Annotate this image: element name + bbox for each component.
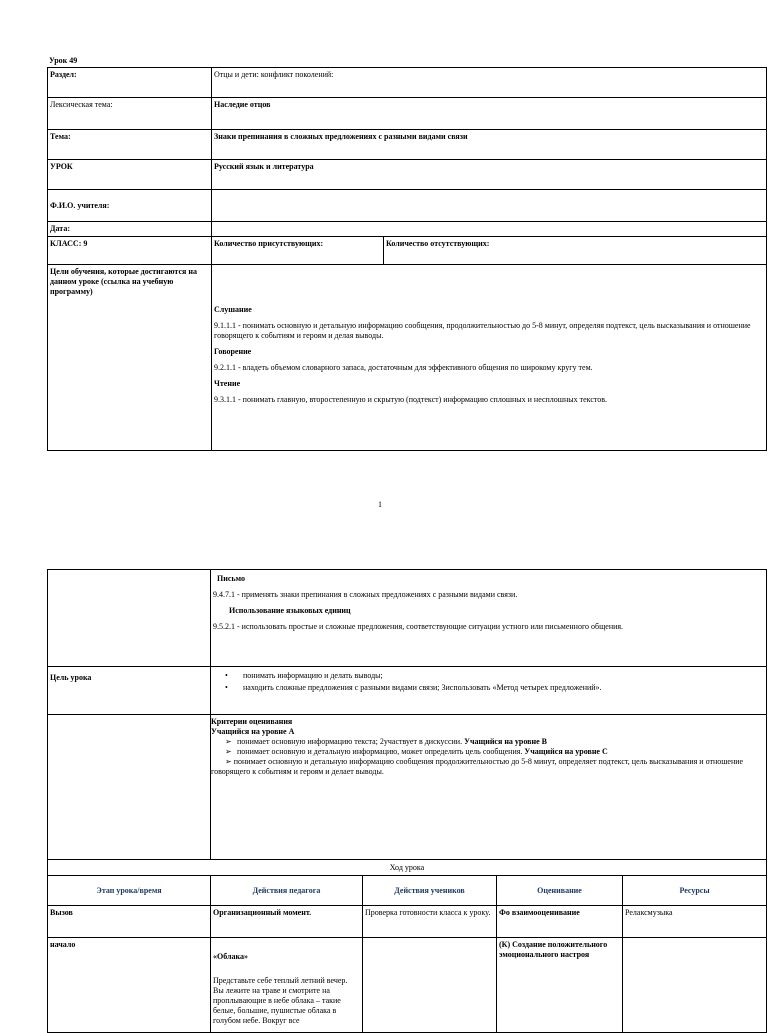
razdel-value: Отцы и дети: конфликт поколений: (212, 68, 767, 98)
criteria-item: ➢ понимает основную информацию текста; 2участвует в дискуссии. Учащийся на уровне В (225, 737, 547, 746)
lex-label: Лексическая тема: (48, 98, 212, 130)
level-a: Учащийся на уровне А (211, 727, 295, 736)
speaking-text: 9.2.1.1 - владеть объемом словарного запаса, достаточным для эффективного общения по широкому кругу тем. (214, 363, 593, 372)
students-cell (363, 938, 497, 1033)
stage-cell: Вызов (48, 906, 211, 938)
row-criteria (48, 715, 767, 860)
teacher-heading: «Облака» (213, 952, 248, 961)
table-row (48, 906, 767, 938)
course-table (47, 875, 767, 1033)
goals-label: Цели обучения, которые достигаются на данном уроке (ссылка на учебную программу) (48, 265, 212, 451)
header-resources: Ресурсы (623, 876, 767, 906)
lesson-info-table (47, 67, 767, 451)
lang-heading: Использование языковых единиц (229, 606, 351, 615)
resources-cell (623, 938, 767, 1033)
page-number: 1 (378, 500, 382, 509)
row-lesson-goal (48, 667, 767, 715)
goals-continued-table (47, 569, 767, 876)
speaking-heading: Говорение (214, 347, 252, 356)
fio-value (212, 190, 767, 222)
header-assessment: Оценивание (497, 876, 623, 906)
urok-value: Русский язык и литература (212, 160, 767, 190)
row-urok (48, 160, 767, 190)
criteria-heading: Критерии оценивания (211, 717, 293, 726)
lesson-number: Урок 49 (49, 56, 78, 65)
row-course-title (48, 860, 767, 876)
criteria-content (211, 715, 767, 860)
teacher-text: Представьте себе теплый летний вечер. Вы лежите на траве и смотрите на проплывающие в небе облака – такие белые, большие, пушистые облака в голубом небе. Вокруг все (213, 976, 348, 1025)
course-title: Ход урока (48, 860, 767, 876)
teacher-cell (211, 938, 363, 1033)
fio-label: Ф.И.О. учителя: (48, 190, 212, 222)
writing-content (211, 570, 767, 667)
goals-content (212, 265, 767, 451)
tema-label: Тема: (48, 130, 212, 160)
klass-label: КЛАСС: 9 (48, 237, 212, 265)
header-students: Действия учеников (363, 876, 497, 906)
lesson-goal-item: • находить сложные предложения с разными видами связи; 3использовать «Метод четырех предложений». (225, 683, 764, 693)
row-goals (48, 265, 767, 451)
assessment-cell: Фо взаимооценивание (497, 906, 623, 938)
lang-text: 9.5.2.1 - использовать простые и сложные предложения, соответствующие ситуации устного или письменного общения. (213, 622, 624, 631)
criteria-item: ➢ понимает основную и детальную информацию, может определить цель сообщения. Учащийся на уровне С (225, 747, 608, 756)
row-fio (48, 190, 767, 222)
listening-text: 9.1.1.1 - понимать основную и детальную информацию сообщения, продолжительностью до 5-8 минут, определяя подтекст, цель высказывания и отношение говорящего к событиям и героям и делая выводы. (214, 321, 751, 340)
urok-label: УРОК (48, 160, 212, 190)
lesson-goal-label: Цель урока (48, 667, 211, 715)
students-cell: Проверка готовности класса к уроку. (363, 906, 497, 938)
row-writing (48, 570, 767, 667)
data-label: Дата: (48, 222, 212, 237)
teacher-cell: Организационный момент. (211, 906, 363, 938)
row-razdel (48, 68, 767, 98)
writing-heading: Письмо (217, 574, 245, 583)
row-data (48, 222, 767, 237)
lesson-goal-content (211, 667, 767, 715)
arrow-icon: ➢ (225, 737, 232, 746)
arrow-icon: ➢ (225, 747, 232, 756)
stage-cell: начало (48, 938, 211, 1033)
absent-count: Количество отсутствующих: (384, 237, 767, 265)
row-klass (48, 237, 767, 265)
listening-heading: Слушание (214, 305, 252, 314)
criteria-item: ➢ понимает основную и детальную информацию сообщения продолжительностью до 5-8 минут, определяет подтекст, цель высказывания и отношение говорящего к событиям и героям и делает выводы. (211, 757, 744, 776)
row-tema (48, 130, 767, 160)
present-count: Количество присутствующих: (212, 237, 384, 265)
writing-text: 9.4.7.1 - применять знаки препинания в сложных предложениях с разными видами связи. (213, 590, 518, 599)
razdel-label: Раздел: (48, 68, 212, 98)
assessment-cell: (К) Создание положительного эмоционального настроя (497, 938, 623, 1033)
reading-heading: Чтение (214, 379, 241, 388)
lex-value: Наследие отцов (212, 98, 767, 130)
header-stage: Этап урока/время (48, 876, 211, 906)
row-lex (48, 98, 767, 130)
data-value (212, 222, 767, 237)
lesson-goal-item: • понимать информацию и делать выводы; (225, 671, 764, 681)
reading-text: 9.3.1.1 - понимать главную, второстепенную и скрытую (подтекст) информацию сплошных и несплошных текстов. (214, 395, 608, 404)
tema-value: Знаки препинания в сложных предложениях с разными видами связи (212, 130, 767, 160)
course-header-row (48, 876, 767, 906)
header-teacher: Действия педагога (211, 876, 363, 906)
table-row (48, 938, 767, 1033)
resources-cell: Релаксмузыка (623, 906, 767, 938)
